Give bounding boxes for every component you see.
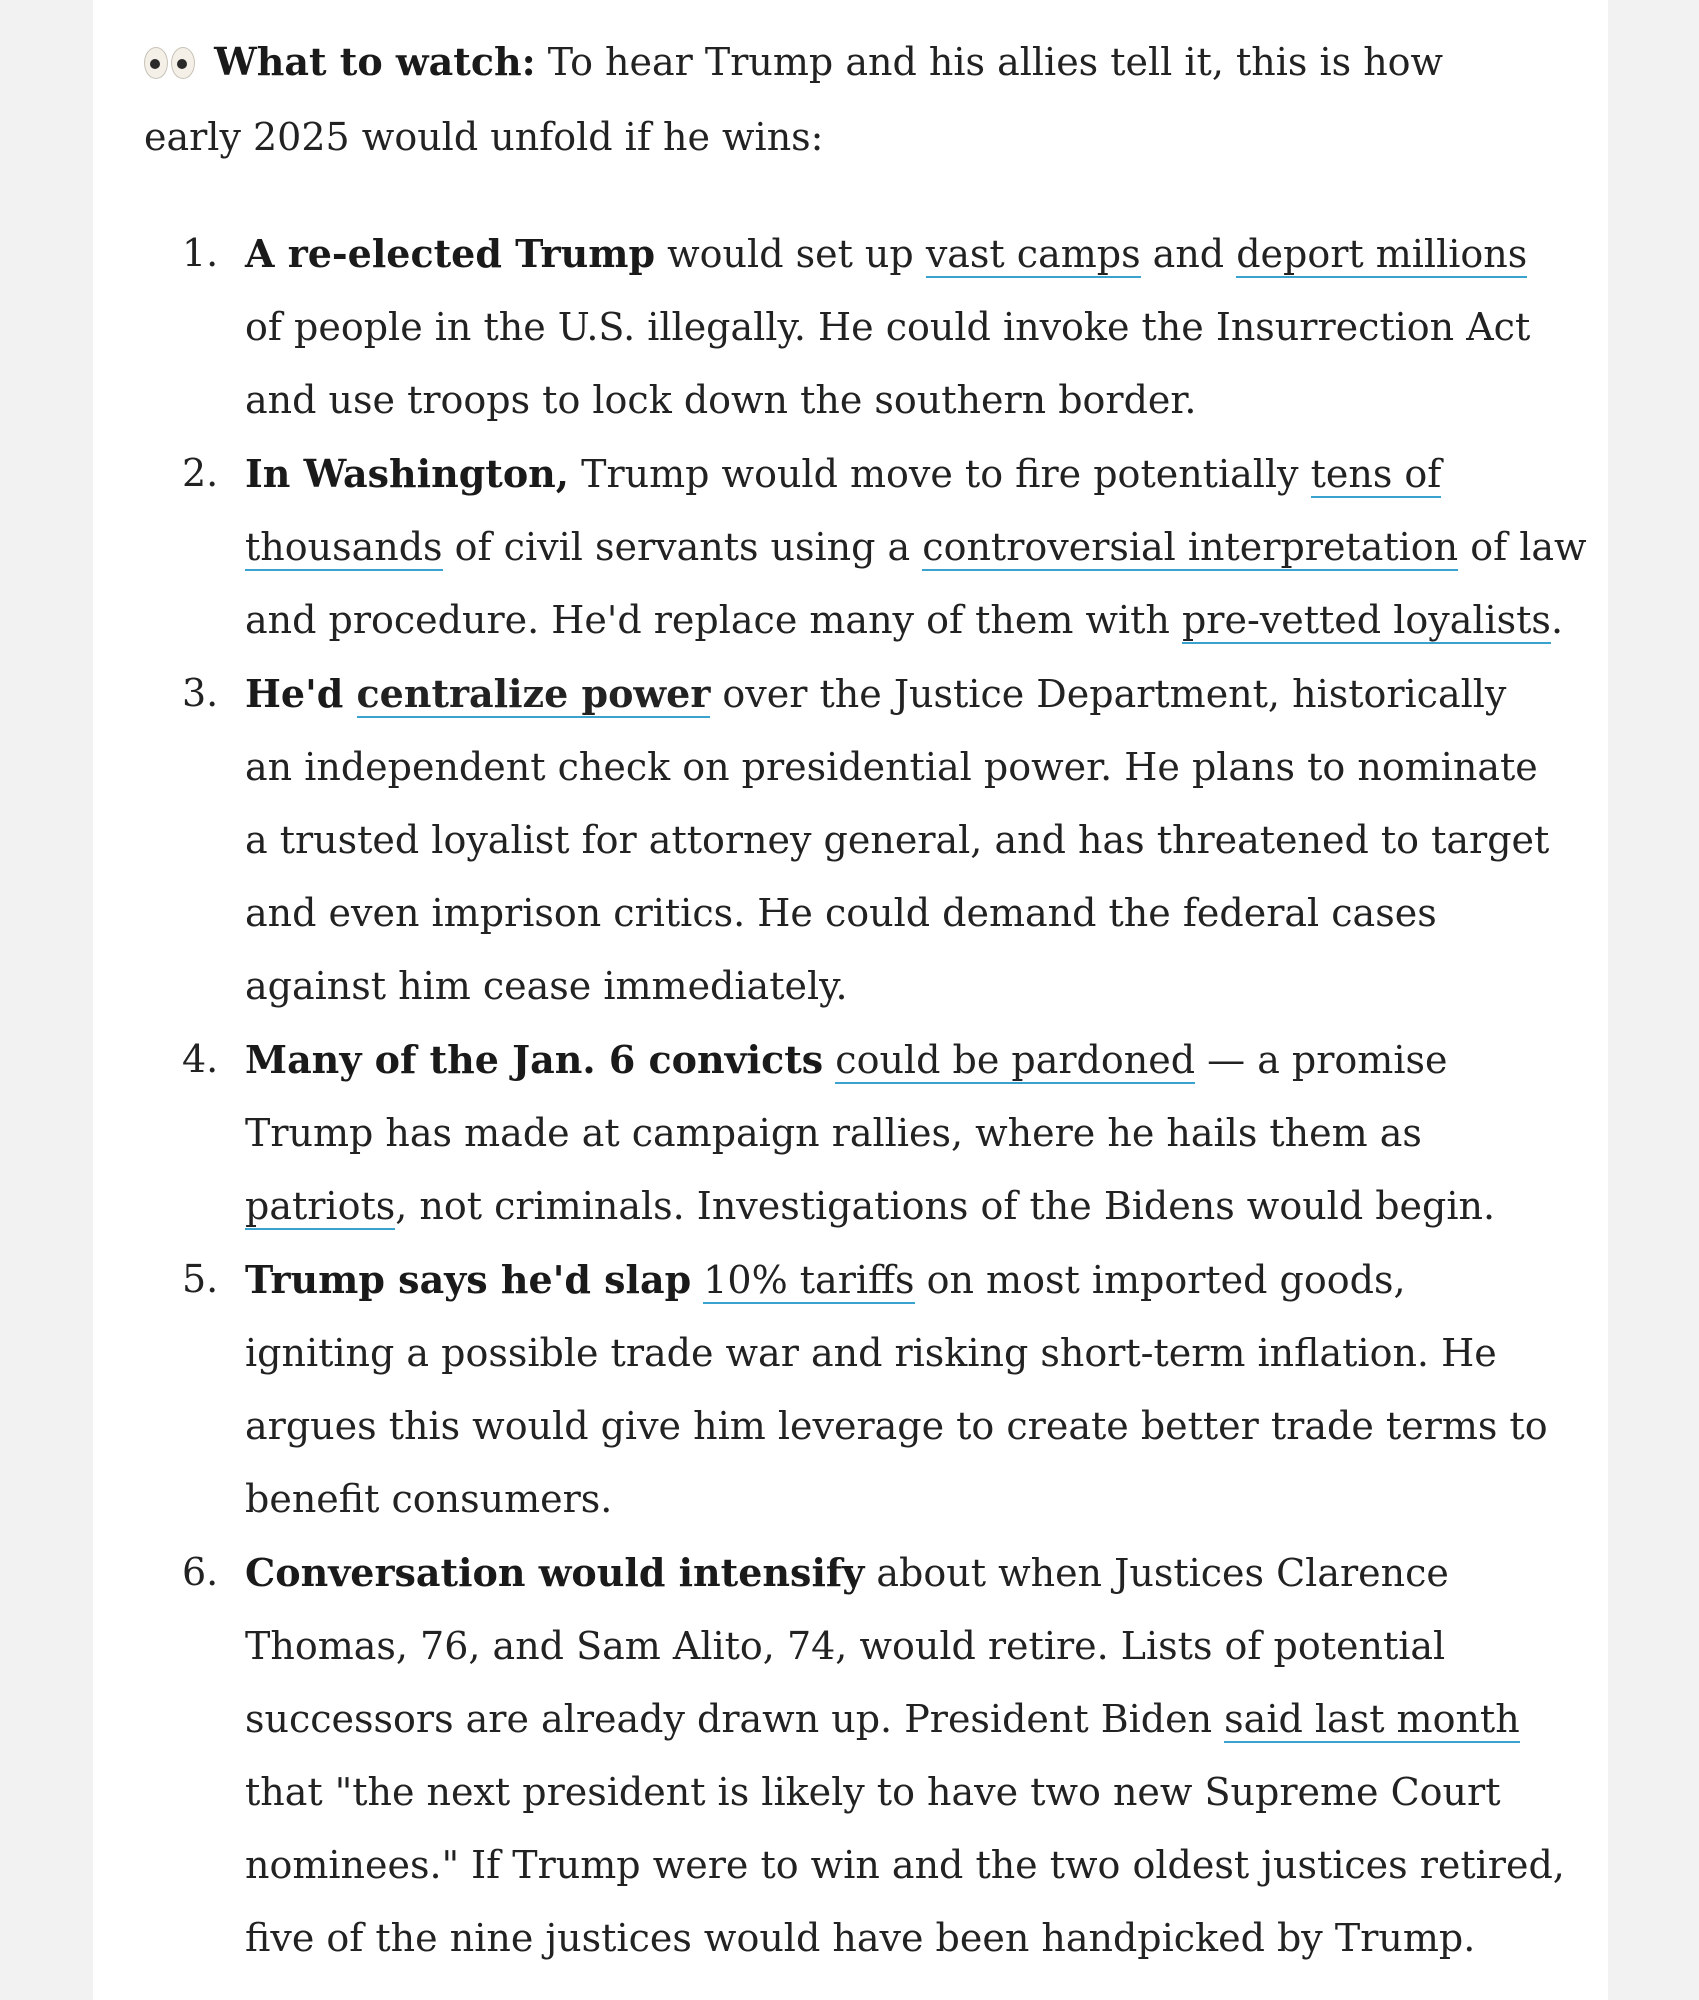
link-tens-of-thousands[interactable]: tens of — [1310, 452, 1442, 496]
item-lead: Trump says he'd slap — [245, 1257, 692, 1302]
list-number: 4. — [182, 1037, 219, 1081]
link-controversial-interpretation[interactable]: controversial interpretation — [922, 525, 1459, 569]
item-lead: In Washington, — [245, 451, 570, 496]
link-10-percent-tariffs[interactable]: 10% tariffs — [703, 1258, 915, 1302]
item-lead: He'd — [245, 671, 357, 716]
item-lead: Many of the Jan. 6 convicts — [245, 1037, 824, 1082]
list-item: 6. Conversation would intensify about when Justices Clarence Thomas, 76, and Sam Alito, 74, would retire. Lists of potential successors are already drawn up. President Biden said last month that "the next president is likely to have two new Supreme Court nominees." If Trump were to win and the two oldest justices retired, five of the nine justices would have been handpicked by Trump. — [144, 1536, 1565, 1975]
intro-text-1: To hear Trump and his allies tell it, this is how — [547, 40, 1444, 84]
list-number: 2. — [182, 451, 219, 495]
list-item: 3. He'd centralize power over the Justice Department, historically an independent check on presidential power. He plans to nominate a trusted loyalist for attorney general, and has threatened to target and even imprison critics. He could demand the federal cases against him cease immediately. — [144, 657, 1565, 1023]
item-lead: Conversation would intensify — [245, 1550, 865, 1595]
article-content — [144, 25, 1587, 1975]
link-centralize-power[interactable]: centralize power — [356, 671, 711, 716]
link-pre-vetted-loyalists[interactable]: pre-vetted loyalists — [1181, 598, 1551, 642]
list-number: 1. — [182, 231, 219, 275]
link-patriots[interactable]: patriots — [245, 1184, 396, 1228]
list-item: 5. Trump says he'd slap 10% tariffs on most imported goods, igniting a possible trade war and risking short-term inflation. He argues this would give him leverage to create better trade terms to benefit consumers. — [144, 1243, 1565, 1536]
intro-label: What to watch: — [214, 39, 536, 84]
link-tens-of-thousands-cont[interactable]: thousands — [245, 525, 443, 569]
list-item: 1. A re-elected Trump would set up vast camps and deport millions of people in the U.S. illegally. He could invoke the Insurrection Act and use troops to lock down the southern border. — [144, 217, 1565, 437]
numbered-list — [144, 217, 1587, 1975]
link-said-last-month[interactable]: said last month — [1224, 1697, 1520, 1741]
what-to-watch-intro — [144, 25, 1564, 174]
item-lead: A re-elected Trump — [245, 231, 656, 276]
intro-line-1 — [144, 25, 1564, 101]
list-number: 3. — [182, 671, 219, 715]
list-number: 6. — [182, 1550, 219, 1594]
article-body — [93, 0, 1608, 2000]
intro-text-2: early 2025 would unfold if he wins: — [144, 115, 824, 159]
list-number: 5. — [182, 1257, 219, 1301]
eyes-icon — [144, 45, 198, 83]
list-item: 2. In Washington, Trump would move to fire potentially tens of thousands of civil servants using a controversial interpretation of law and procedure. He'd replace many of them with pre-vetted loyalists. — [144, 437, 1565, 657]
link-vast-camps[interactable]: vast camps — [925, 232, 1141, 276]
link-deport-millions[interactable]: deport millions — [1236, 232, 1528, 276]
link-could-be-pardoned[interactable]: could be pardoned — [835, 1038, 1196, 1082]
list-item: 4. Many of the Jan. 6 convicts could be pardoned — a promise Trump has made at campaign rallies, where he hails them as patriots, not criminals. Investigations of the Bidens would begin. — [144, 1023, 1565, 1243]
